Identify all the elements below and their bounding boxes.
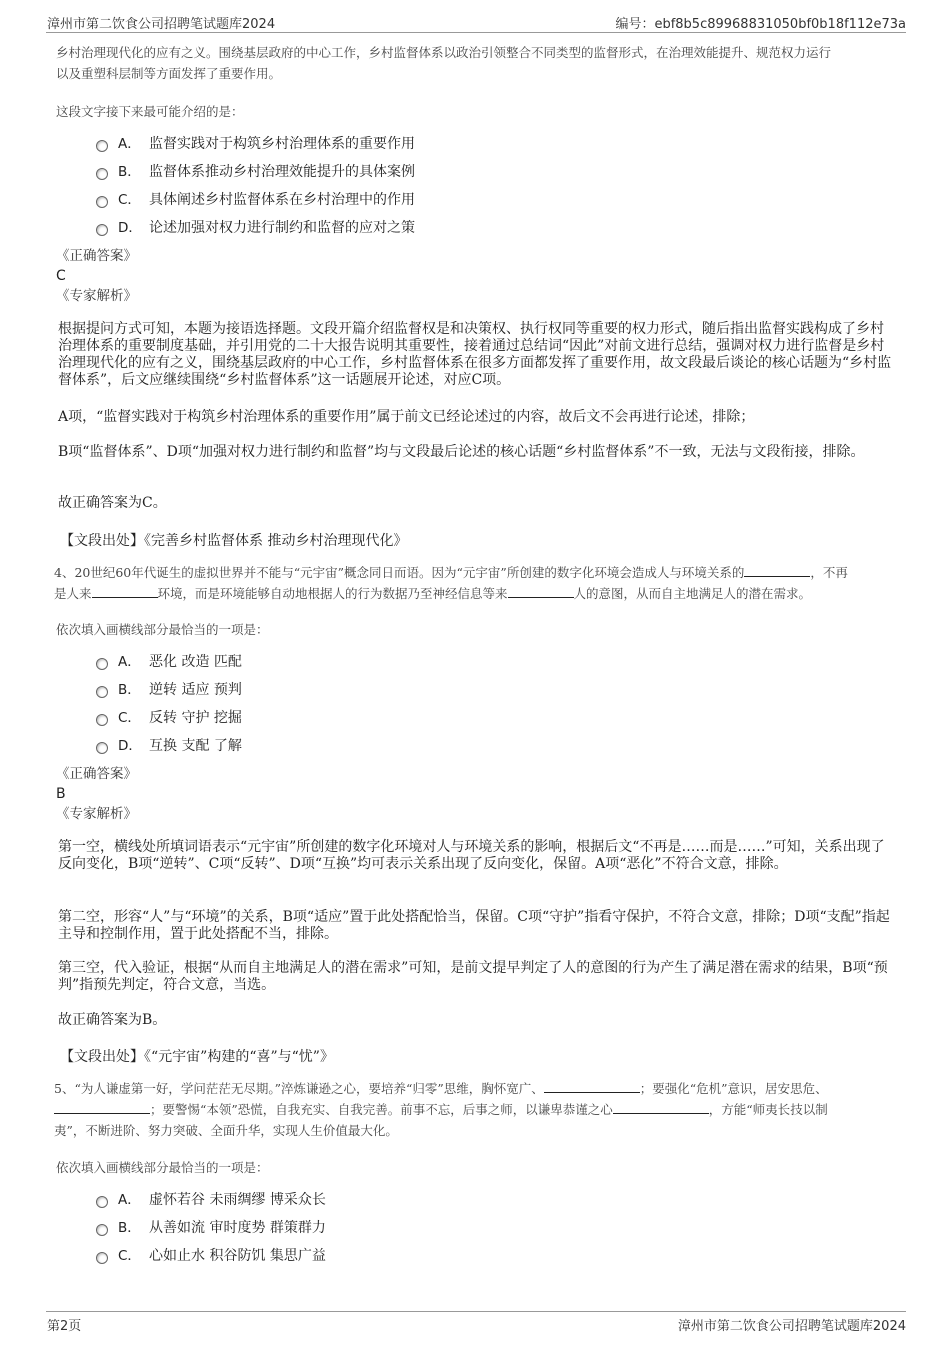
q4-answer: B: [56, 786, 66, 802]
q5-stem: 5、“为人谦虚第一好，学问茫茫无尽期。”淬炼谦逊之心，要培养“归零”思维，胸怀宽广、 ；要强化“危机”意识，居安思危、 ；要警惕“本领”恐慌，自我充实、自我完善。前事不忘，后事之师，以谦卑恭谨之心 ，方能“师夷长技以制 夷”，不断进阶、努力突破、全面升华，实现人生价值最大化。: [54, 1081, 828, 1138]
q5-ask: 依次填入画横线部分最恰当的一项是：: [56, 1160, 269, 1175]
radio-icon[interactable]: [96, 140, 108, 152]
radio-icon[interactable]: [96, 658, 108, 670]
q5-option-c[interactable]: C． 心如止水 积谷防饥 集思广益: [56, 1244, 900, 1272]
q3-source: 【文段出处】《完善乡村监督体系 推动乡村治理现代化》: [60, 533, 408, 549]
q3-option-a[interactable]: A． 监督实践对于构筑乡村治理体系的重要作用: [56, 132, 900, 160]
q3-analysis-para: B项“监督体系”、D项“加强对权力进行制约和监督”均与文段最后论述的核心话题“乡村监督体系”不一致，无法与文段衔接，排除。: [58, 444, 865, 460]
q3-option-c[interactable]: C． 具体阐述乡村监督体系在乡村治理中的作用: [56, 188, 900, 216]
radio-icon[interactable]: [96, 742, 108, 754]
blank-line: [508, 585, 574, 598]
blank-line: [54, 1101, 150, 1114]
blank-line: [92, 585, 158, 598]
q5-options: [56, 1188, 900, 1272]
q3-option-b[interactable]: B． 监督体系推动乡村治理效能提升的具体案例: [56, 160, 900, 188]
q3-analysis-label: 《专家解析》: [56, 288, 137, 304]
q3-options: [56, 132, 900, 244]
footer-title: 漳州市第二饮食公司招聘笔试题库2024: [677, 1319, 906, 1334]
radio-icon[interactable]: [96, 224, 108, 236]
q5-option-a[interactable]: A． 虚怀若谷 未雨绸缪 博采众长: [56, 1188, 900, 1216]
radio-icon[interactable]: [96, 1196, 108, 1208]
q4-analysis-para: 故正确答案为B。: [58, 1012, 167, 1028]
q4-analysis-para: 第三空，代入验证，根据“从而自主地满足人的潜在需求”可知，是前文提早判定了人的意图的行为产生了满足潜在需求的结果，B项“预判”指预先判定，符合文意，当选。: [58, 960, 888, 993]
blank-line: [544, 1080, 640, 1093]
q3-analysis-para: 根据提问方式可知，本题为接语选择题。文段开篇介绍监督权是和决策权、执行权同等重要的权力形式，随后指出监督实践构成了乡村治理体系的重要制度基础，并引用党的二十大报告说明其重要性，接着通过总结词“因此”对前文进行总结，强调对权力进行监督是乡村治理现代化的应有之义，围绕基层政府的中心工作，乡村监督体系在很多方面都发挥了重要作用，故文段最后谈论的核心话题为“乡村监督体系”，后文应继续围绕“乡村监督体系”这一话题展开论述，对应C项。: [58, 321, 892, 388]
radio-icon[interactable]: [96, 168, 108, 180]
q3-answer-label: 《正确答案》: [56, 248, 137, 264]
q4-options: [56, 650, 900, 762]
header-title: 漳州市第二饮食公司招聘笔试题库2024: [47, 17, 276, 32]
radio-icon[interactable]: [96, 196, 108, 208]
page-header: [0, 0, 950, 34]
q3-analysis-para: 故正确答案为C。: [58, 495, 167, 511]
q3-analysis-para: A项，“监督实践对于构筑乡村治理体系的重要作用”属于前文已经论述过的内容，故后文不会再进行论述，排除；: [58, 409, 755, 425]
footer-page-number: 第2页: [47, 1319, 82, 1334]
radio-icon[interactable]: [96, 1252, 108, 1264]
q4-analysis-label: 《专家解析》: [56, 806, 137, 822]
radio-icon[interactable]: [96, 714, 108, 726]
q4-stem: 4、20世纪60年代诞生的虚拟世界并不能与“元宇宙”概念同日而语。因为“元宇宙”所创建的数字化环境会造成人与环境关系的 ，不再 是人来 环境，而是环境能够自动地根据人的行为数据乃至神经信息等来 人的意图，从而自主地满足人的潜在需求。: [54, 565, 848, 601]
q3-stem: [56, 42, 900, 84]
header-code: 编号：ebf8b5c89968831050bf0b18f112e73a: [615, 17, 906, 32]
q3-stem-line1: 乡村治理现代化的应有之义。围绕基层政府的中心工作，乡村监督体系以政治引领整合不同类型的监督形式，在治理效能提升、规范权力运行: [56, 45, 832, 60]
q4-analysis-para: 第一空，横线处所填词语表示“元宇宙”所创建的数字化环境对人与环境关系的影响，根据后文“不再是……而是……”可知，关系出现了反向变化，B项“逆转”、C项“反转”、D项“互换”均可表示关系出现了反向变化，保留。A项“恶化”不符合文意，排除。: [58, 839, 885, 872]
q4-answer-label: 《正确答案》: [56, 766, 137, 782]
q4-analysis-para: 第二空，形容“人”与“环境”的关系，B项“适应”置于此处搭配恰当，保留。C项“守护”指看守保护，不符合文意，排除；D项“支配”指起主导和控制作用，置于此处搭配不当，排除。: [58, 909, 890, 942]
q4-option-d[interactable]: D． 互换 支配 了解: [56, 734, 900, 762]
q4-ask: 依次填入画横线部分最恰当的一项是：: [56, 622, 269, 637]
q4-option-a[interactable]: A． 恶化 改造 匹配: [56, 650, 900, 678]
blank-line: [613, 1101, 709, 1114]
radio-icon[interactable]: [96, 686, 108, 698]
q5-option-b[interactable]: B． 从善如流 审时度势 群策群力: [56, 1216, 900, 1244]
radio-icon[interactable]: [96, 1224, 108, 1236]
q4-option-c[interactable]: C． 反转 守护 挖掘: [56, 706, 900, 734]
footer-divider: [46, 1311, 906, 1312]
q4-source: 【文段出处】《“元宇宙”构建的“喜”与“忧”》: [60, 1049, 334, 1065]
q3-stem-line2: 以及重塑科层制等方面发挥了重要作用。: [56, 66, 282, 81]
header-divider: [46, 32, 906, 33]
q3-option-d[interactable]: D． 论述加强对权力进行制约和监督的应对之策: [56, 216, 900, 244]
q3-ask: 这段文字接下来最可能介绍的是：: [56, 104, 244, 119]
blank-line: [744, 564, 810, 577]
q3-answer: C: [56, 268, 66, 284]
q4-option-b[interactable]: B． 逆转 适应 预判: [56, 678, 900, 706]
